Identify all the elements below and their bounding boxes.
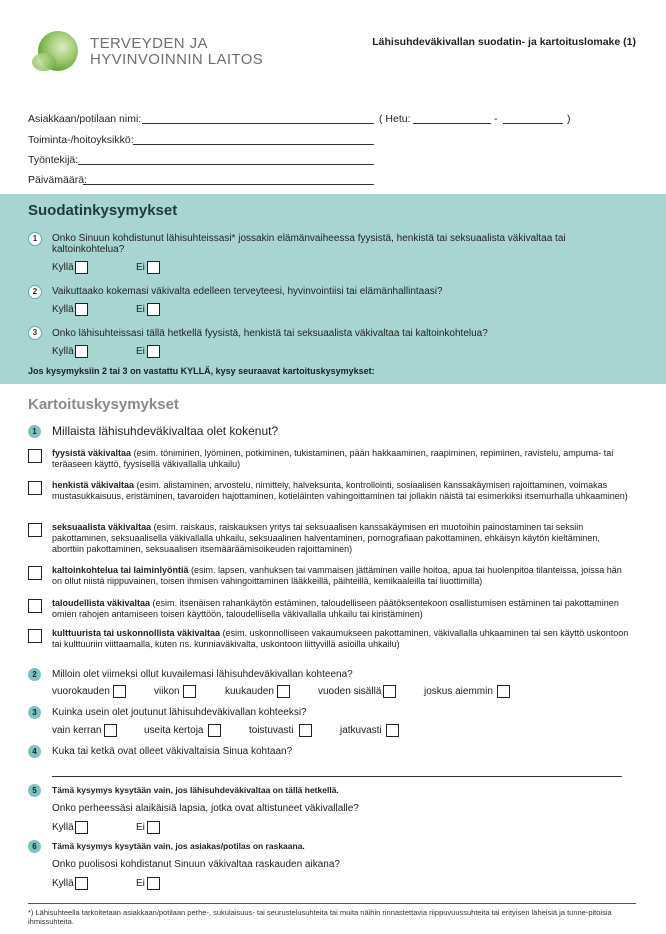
screen-q3-text: Onko lähisuhteissasi tällä hetkellä fyysistä, henkistä tai seksuaalista väkivaltaa tai kaltoinkohtelua? (52, 328, 488, 339)
violence-type-desc: (esim. itsenäisen rahankäytön estäminen, taloudelliseen päätöksentekoon osallistumisen estäminen tai pakottaminen omien rahojen antamiseen toisen käyttöön, taloudellisella väkivallalla uhkailu tai kiristäminen) (52, 598, 619, 619)
worker-label: Työntekijä: (28, 154, 79, 166)
screen-q2-yes-label: Kyllä (52, 304, 74, 315)
screen-q3-no-checkbox[interactable] (147, 345, 160, 358)
logo-text (90, 36, 263, 68)
map-q3-number: 3 (28, 706, 41, 719)
screening-note: Jos kysymyksiin 2 tai 3 on vastattu KYLLÄ, kysy seuraavat kartoituskysymykset: (28, 366, 375, 376)
violence-type-mental (52, 480, 632, 502)
violence-type-neglect-checkbox[interactable] (28, 566, 42, 580)
map-q5-note: Tämä kysymys kysytään vain, jos lähisuhdeväkivaltaa on tällä hetkellä. (52, 785, 339, 795)
patient-name-field[interactable] (142, 123, 374, 124)
violence-type-financial (52, 598, 632, 620)
date-label: Päivämäärä: (28, 174, 87, 186)
violence-type-financial-checkbox[interactable] (28, 599, 42, 613)
map-q5-text: Onko perheessäsi alaikäisiä lapsia, jotka ovat altistuneet väkivallalle? (52, 803, 359, 814)
violence-type-title: seksuaalista väkivaltaa (52, 522, 152, 532)
screen-q3-yes-checkbox[interactable] (75, 345, 88, 358)
violence-type-cultural-checkbox[interactable] (28, 629, 42, 643)
form-title: Lähisuhdeväkivallan suodatin- ja kartoituslomake (1) (372, 36, 636, 48)
q6-no-checkbox[interactable] (147, 877, 160, 890)
map-q3-text: Kuinka usein olet joutunut lähisuhdeväkivallan kohteeksi? (52, 707, 307, 718)
violence-type-desc: (esim. töniminen, lyöminen, potkiminen, tukistaminen, pään hakkaaminen, raapiminen, repiminen, ravistelu, ampuma- tai teräaseen käyttö, fyysisellä väkivallalla uhkailu) (52, 448, 614, 469)
map-q4-number: 4 (28, 745, 41, 758)
q2-option-label: viikon (154, 686, 180, 697)
q3-option-label: vain kerran (52, 725, 102, 736)
map-q2-text: Milloin olet viimeksi ollut kuvailemasi lähisuhdeväkivallan kohteena? (52, 669, 353, 680)
violence-type-title: henkistä väkivaltaa (52, 480, 135, 490)
q3-option-checkbox[interactable] (208, 724, 221, 737)
q6-yes-label: Kyllä (52, 878, 74, 889)
violence-type-title: kaltoinkohtelua tai laiminlyöntiä (52, 565, 189, 575)
date-field[interactable] (83, 184, 374, 185)
q6-yes-checkbox[interactable] (75, 877, 88, 890)
q2-option-label: kuukauden (225, 686, 274, 697)
q3-option-label: useita kertoja (144, 725, 204, 736)
hetu-label: ( Hetu: (379, 113, 411, 125)
violence-type-sexual (52, 522, 632, 555)
screen-q2-number: 2 (28, 285, 42, 299)
screen-q3-no-label: Ei (136, 346, 145, 357)
screen-q2-no-checkbox[interactable] (147, 303, 160, 316)
violence-type-sexual-checkbox[interactable] (28, 523, 42, 537)
violence-type-desc: (esim. lapsen, vanhuksen tai vammaisen jättäminen vaille hoitoa, apua tai huolenpitoa tilanteissa, joissa hän on ollut niistä riippuvainen, toisen ihmisen vahingoittaminen lääkkeillä, päihteillä, kemikaaleilla tai liuottimilla) (52, 565, 622, 586)
q3-option-checkbox[interactable] (299, 724, 312, 737)
map-q1-text: Millaista lähisuhdeväkivaltaa olet kokenut? (52, 424, 279, 438)
q3-option-label: toistuvasti (249, 725, 294, 736)
screen-q1-number: 1 (28, 232, 42, 246)
hetu-field-1[interactable] (413, 123, 491, 124)
violence-type-title: kulttuurista tai uskonnollista väkivaltaa (52, 628, 221, 638)
screen-q1-text: Onko Sinuun kohdistunut lähisuhteissasi* jossakin elämänvaiheessa fyysistä, henkistä tai seksuaalista väkivaltaa tai kaltoinkohtelua? (52, 233, 566, 255)
violence-type-physical-checkbox[interactable] (28, 449, 42, 463)
screen-q2-yes-checkbox[interactable] (75, 303, 88, 316)
q2-option-label: vuorokauden (52, 686, 110, 697)
patient-name-label: Asiakkaan/potilaan nimi: (28, 113, 142, 125)
map-q5-number: 5 (28, 784, 41, 797)
violence-type-physical (52, 448, 632, 470)
q2-option-checkbox[interactable] (497, 685, 510, 698)
violence-type-title: taloudellista väkivaltaa (52, 598, 151, 608)
unit-field[interactable] (133, 144, 374, 145)
screen-q1-yes-checkbox[interactable] (75, 261, 88, 274)
logo-line-1: TERVEYDEN JA (90, 35, 208, 52)
q2-option-checkbox[interactable] (383, 685, 396, 698)
q5-yes-label: Kyllä (52, 822, 74, 833)
screen-q2-no-label: Ei (136, 304, 145, 315)
worker-field[interactable] (78, 164, 374, 165)
violence-type-neglect (52, 565, 632, 587)
q2-option-label: vuoden sisällä (318, 686, 382, 697)
q4-answer-field[interactable] (52, 776, 622, 777)
screen-q1-yes-label: Kyllä (52, 262, 74, 273)
q2-option-checkbox[interactable] (113, 685, 126, 698)
screen-q3-yes-label: Kyllä (52, 346, 74, 357)
hetu-close: ) (567, 113, 571, 125)
violence-type-mental-checkbox[interactable] (28, 481, 42, 495)
q5-yes-checkbox[interactable] (75, 821, 88, 834)
hetu-dash: - (494, 113, 498, 125)
screen-q1-no-checkbox[interactable] (147, 261, 160, 274)
violence-type-desc: (esim. alistaminen, arvostelu, nimittely, halveksunta, kontrollointi, sosiaalisen kanssakäymisen rajoittaminen, voimakas mustasukkaisuus, eristäminen, tavaroiden hajottaminen, kotieläinten vahingoittaminen tai jollakin näistä tai esimerkiksi itsemurhalla uhkaaminen) (52, 480, 628, 501)
q5-no-label: Ei (136, 822, 145, 833)
map-q6-note: Tämä kysymys kysytään vain, jos asiakas/potilas on raskaana. (52, 841, 305, 851)
q3-option-checkbox[interactable] (386, 724, 399, 737)
violence-type-title: fyysistä väkivaltaa (52, 448, 132, 458)
q2-option-checkbox[interactable] (183, 685, 196, 698)
q6-no-label: Ei (136, 878, 145, 889)
q3-option-checkbox[interactable] (104, 724, 117, 737)
thl-logo-icon (38, 31, 78, 71)
screen-q1-no-label: Ei (136, 262, 145, 273)
q2-option-checkbox[interactable] (277, 685, 290, 698)
map-q6-text: Onko puolisosi kohdistanut Sinuun väkivaltaa raskauden aikana? (52, 859, 340, 870)
map-q1-number: 1 (28, 425, 41, 438)
q3-option-label: jatkuvasti (340, 725, 382, 736)
map-q6-number: 6 (28, 840, 41, 853)
screen-q2-text: Vaikuttaako kokemasi väkivalta edelleen terveyteesi, hyvinvointiisi tai elämänhallintaasi? (52, 286, 443, 297)
footnote: *) Lähisuhteella tarkoitetaan asiakkaan/potilaan perhe-, sukulaisuus- tai seurustelusuhteita tai muita näihin rinnastettavia riippuvuussuhteita tai erityisen läheisiä ja tunne-pitoisia ihmissuhteita. (28, 908, 612, 926)
unit-label: Toiminta-/hoitoyksikkö: (28, 134, 134, 146)
violence-type-desc: (esim. raiskaus, raiskauksen yritys tai seksuaalisen kanssakäymisen eri muotoihin painostaminen tai seksiin pakottaminen, seksuaalisella väkivallalla uhkailu, seksuaalinen halventaminen, pornografiaan pakottaminen, ehkäisyn käytön kieltäminen, aborttiin pakottaminen, seksuaalisen itsemääräämisoikeuden rajoittaminen) (52, 522, 600, 554)
hetu-field-2[interactable] (503, 123, 563, 124)
q2-option-label: joskus aiemmin (424, 686, 493, 697)
map-q4-text: Kuka tai ketkä ovat olleet väkivaltaisia Sinua kohtaan? (52, 746, 293, 757)
mapping-heading: Kartoituskysymykset (28, 396, 179, 413)
logo-line-2: HYVINVOINNIN LAITOS (90, 51, 264, 68)
violence-type-desc: (esim. uskonnolliseen vakaumukseen pakottaminen, väkivallalla uhkaaminen tai sen käyttö uskontoon tai kulttuuriin viittaamalla, kuten ns. kunniaväkivalta, uskontoon liittyvillä asioilla uhkailu) (52, 628, 629, 649)
screen-q3-number: 3 (28, 326, 42, 340)
footnote-divider (28, 903, 636, 904)
map-q2-number: 2 (28, 668, 41, 681)
screening-heading: Suodatinkysymykset (28, 202, 178, 219)
violence-type-cultural (52, 628, 632, 650)
q5-no-checkbox[interactable] (147, 821, 160, 834)
